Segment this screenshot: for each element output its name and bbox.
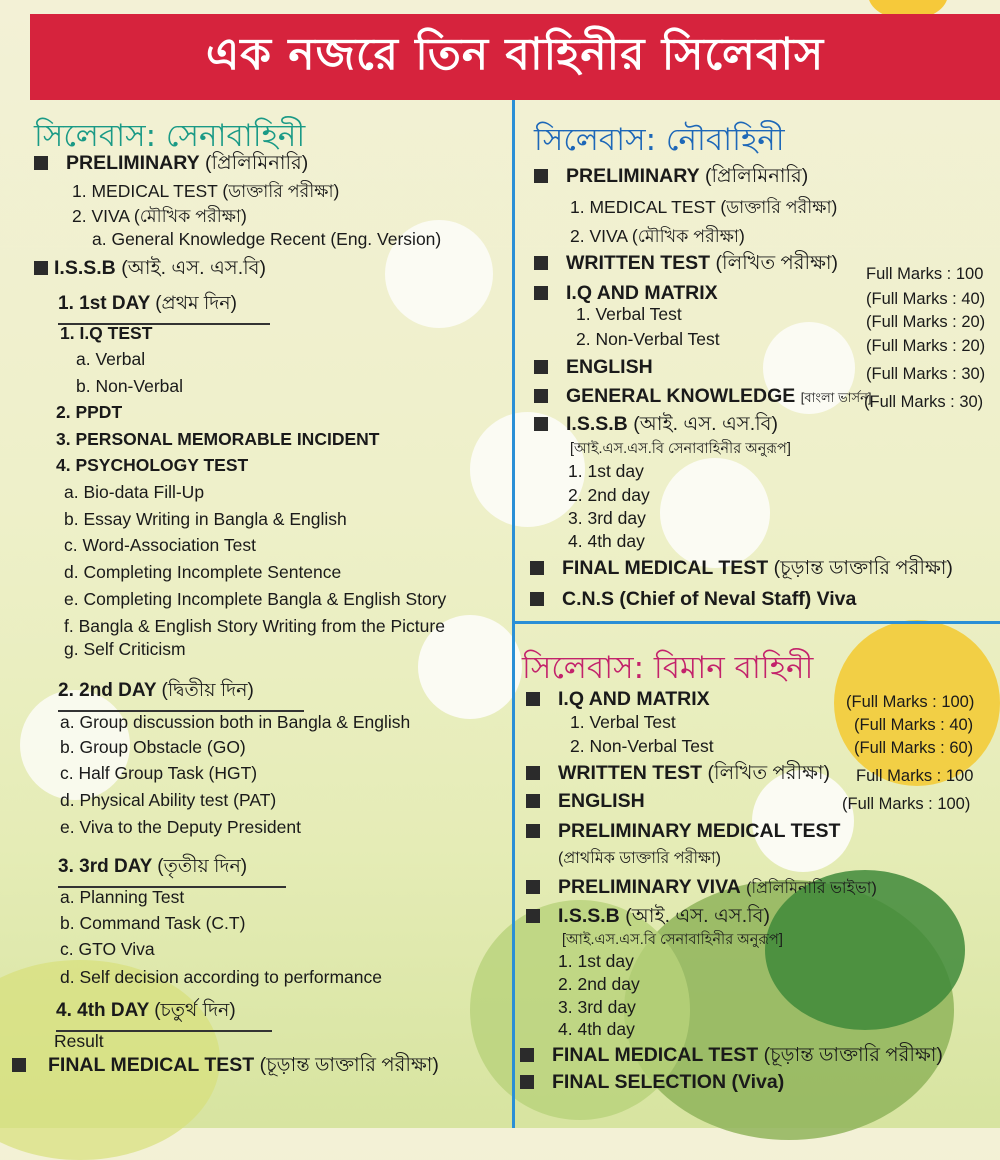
army-day1-item: e. Completing Incomplete Bangla & English Story — [64, 589, 447, 609]
army-day1-item: f. Bangla & English Story Writing from the Picture — [64, 616, 445, 636]
bullet-icon — [534, 417, 548, 431]
airforce-written-marks: Full Marks : 100 — [856, 767, 974, 785]
army-day2-heading: 2. 2nd DAY (দ্বিতীয় দিন) — [58, 676, 304, 712]
airforce-prelim-viva: PRELIMINARY VIVA (প্রিলিমিনারি ভাইভা) — [526, 876, 877, 900]
bullet-icon — [526, 880, 540, 894]
army-day3-heading: 3. 3rd DAY (তৃতীয় দিন) — [58, 852, 286, 888]
navy-issb-day: 4. 4th day — [568, 531, 645, 551]
page-title: এক নজরে তিন বাহিনীর সিলেবাস — [205, 28, 825, 80]
navy-iq-item: 2. Non-Verbal Test — [576, 329, 720, 349]
army-day1-item: b. Essay Writing in Bangla & English — [64, 509, 347, 529]
airforce-iq-item: 1. Verbal Test — [570, 712, 676, 732]
bullet-icon — [534, 169, 548, 183]
army-prelim-item: 1. MEDICAL TEST (ডাক্তারি পরীক্ষা) — [72, 181, 340, 201]
army-issb-heading: I.S.S.B (আই. এস. এস.বি) — [34, 257, 266, 279]
airforce-prelim-medical: PRELIMINARY MEDICAL TEST — [526, 820, 840, 842]
army-result: Result — [54, 1031, 104, 1051]
navy-issb-heading: I.S.S.B (আই. এস. এস.বি) — [534, 413, 778, 435]
bullet-icon — [526, 824, 540, 838]
bullet-icon — [530, 561, 544, 575]
army-day4-heading: 4. 4th DAY (চতুর্থ দিন) — [56, 996, 272, 1032]
bullet-icon — [520, 1075, 534, 1089]
navy-final-medical: FINAL MEDICAL TEST (চূড়ান্ত ডাক্তারি পরীক্ষা) — [530, 557, 953, 579]
army-day1-heading: 1. 1st DAY (প্রথম দিন) — [58, 289, 270, 325]
army-section-title: সিলেবাস: সেনাবাহিনী — [34, 118, 306, 154]
navy-prelim-item: 2. VIVA (মৌখিক পরীক্ষা) — [570, 226, 745, 246]
airforce-issb-day: 3. 3rd day — [558, 997, 636, 1017]
airforce-english: ENGLISH — [526, 790, 645, 812]
army-final-medical: FINAL MEDICAL TEST (চূড়ান্ত ডাক্তারি পরীক্ষা) — [12, 1054, 439, 1076]
army-day2-item: c. Half Group Task (HGT) — [60, 763, 258, 783]
army-day1-item: c. Word-Association Test — [64, 535, 256, 555]
airforce-issb-day: 2. 2nd day — [558, 974, 640, 994]
navy-issb-note: [আই.এস.এস.বি সেনাবাহিনীর অনুরূপ] — [570, 441, 791, 457]
navy-written-marks: Full Marks : 100 — [866, 265, 984, 283]
navy-prelim-item: 1. MEDICAL TEST (ডাক্তারি পরীক্ষা) — [570, 197, 838, 217]
navy-iq-matrix: I.Q AND MATRIX — [534, 282, 718, 304]
column-divider — [512, 100, 515, 1128]
bullet-icon — [34, 156, 48, 170]
army-day1-item: 4. PSYCHOLOGY TEST — [56, 455, 249, 475]
bullet-icon — [34, 261, 48, 275]
navy-english-marks: (Full Marks : 30) — [866, 365, 986, 383]
airforce-prelim-medical-bn: (প্রাথমিক ডাক্তারি পরীক্ষা) — [558, 850, 721, 867]
navy-english: ENGLISH — [534, 356, 653, 378]
navy-preliminary-heading: PRELIMINARY (প্রিলিমিনারি) — [534, 165, 808, 187]
airforce-final-medical: FINAL MEDICAL TEST (চূড়ান্ত ডাক্তারি পরীক্ষা) — [520, 1044, 943, 1066]
army-day1-item: a. Bio-data Fill-Up — [64, 482, 205, 502]
airforce-iq-matrix: I.Q AND MATRIX — [526, 688, 710, 710]
army-preliminary-heading: PRELIMINARY (প্রিলিমিনারি) — [34, 152, 308, 174]
army-day3-item: a. Planning Test — [60, 887, 185, 907]
airforce-written-test: WRITTEN TEST (লিখিত পরীক্ষা) — [526, 762, 830, 784]
army-day3-item: d. Self decision according to performance — [60, 967, 382, 987]
navy-gk-marks: (Full Marks : 30) — [864, 393, 984, 411]
airforce-issb-day: 1. 1st day — [558, 951, 634, 971]
army-day3-item: b. Command Task (C.T) — [60, 913, 246, 933]
airforce-iq-marks: (Full Marks : 100) — [846, 693, 975, 711]
airforce-english-marks: (Full Marks : 100) — [842, 795, 971, 813]
airforce-issb-note: [আই.এস.এস.বি সেনাবাহিনীর অনুরূপ] — [562, 932, 783, 948]
bullet-icon — [526, 692, 540, 706]
army-day1-item: 1. I.Q TEST — [60, 323, 153, 343]
airforce-iq-item-marks: (Full Marks : 60) — [854, 739, 974, 757]
airforce-issb-heading: I.S.S.B (আই. এস. এস.বি) — [526, 905, 770, 927]
bullet-icon — [526, 909, 540, 923]
army-day1-item: a. Verbal — [76, 349, 146, 369]
army-day2-item: a. Group discussion both in Bangla & English — [60, 712, 411, 732]
section-divider — [512, 621, 1000, 624]
navy-cns-viva: C.N.S (Chief of Neval Staff) Viva — [530, 588, 856, 610]
bullet-icon — [530, 592, 544, 606]
navy-written-test: WRITTEN TEST (লিখিত পরীক্ষা) — [534, 252, 838, 274]
navy-iq-item: 1. Verbal Test — [576, 304, 682, 324]
bullet-icon — [526, 766, 540, 780]
navy-iq-item-marks: (Full Marks : 20) — [866, 337, 986, 355]
title-banner — [30, 14, 1000, 100]
airforce-section-title: সিলেবাস: বিমান বাহিনী — [522, 650, 814, 686]
navy-issb-day: 1. 1st day — [568, 461, 644, 481]
airforce-iq-item-marks: (Full Marks : 40) — [854, 716, 974, 734]
airforce-issb-day: 4. 4th day — [558, 1019, 635, 1039]
bullet-icon — [534, 389, 548, 403]
army-day2-item: e. Viva to the Deputy President — [60, 817, 301, 837]
bullet-icon — [534, 360, 548, 374]
navy-general-knowledge: GENERAL KNOWLEDGE [বাংলা ভার্সন] — [534, 385, 871, 409]
bullet-icon — [526, 794, 540, 808]
army-day2-item: d. Physical Ability test (PAT) — [60, 790, 277, 810]
airforce-iq-item: 2. Non-Verbal Test — [570, 736, 714, 756]
army-prelim-subitem: a. General Knowledge Recent (Eng. Version) — [92, 229, 442, 249]
decor-circle-white-3 — [660, 458, 770, 568]
navy-issb-day: 3. 3rd day — [568, 508, 646, 528]
army-day1-item: 3. PERSONAL MEMORABLE INCIDENT — [56, 429, 380, 449]
navy-issb-day: 2. 2nd day — [568, 485, 650, 505]
army-day1-item: b. Non-Verbal — [76, 376, 184, 396]
army-day1-item: g. Self Criticism — [64, 639, 186, 659]
bullet-icon — [534, 256, 548, 270]
navy-iq-marks: (Full Marks : 40) — [866, 290, 986, 308]
army-day1-item: 2. PPDT — [56, 402, 123, 422]
army-day2-item: b. Group Obstacle (GO) — [60, 737, 246, 757]
navy-iq-item-marks: (Full Marks : 20) — [866, 313, 986, 331]
navy-section-title: সিলেবাস: নৌবাহিনী — [534, 122, 785, 158]
bullet-icon — [520, 1048, 534, 1062]
bullet-icon — [12, 1058, 26, 1072]
airforce-final-selection: FINAL SELECTION (Viva) — [520, 1071, 784, 1093]
army-day3-item: c. GTO Viva — [60, 939, 155, 959]
army-day1-item: d. Completing Incomplete Sentence — [64, 562, 342, 582]
army-prelim-item: 2. VIVA (মৌখিক পরীক্ষা) — [72, 206, 247, 226]
bullet-icon — [534, 286, 548, 300]
